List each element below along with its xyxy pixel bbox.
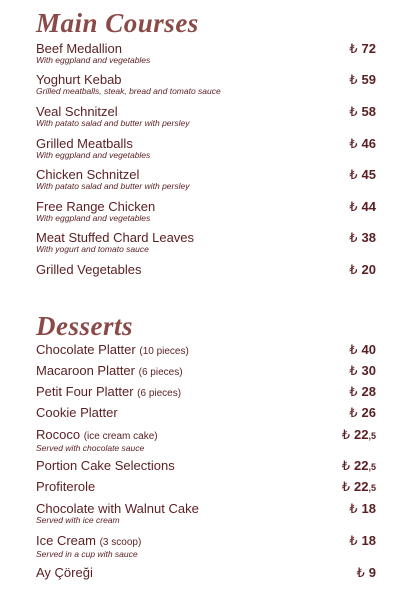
price-value: 58 (361, 104, 376, 119)
lira-icon: ₺ (349, 41, 358, 56)
item-name-text: Profiterole (36, 479, 96, 494)
item-name (36, 534, 376, 550)
price-value: 22 (354, 479, 369, 494)
item-price (349, 200, 376, 214)
item-note: Served in a cup with sauce (36, 549, 138, 559)
lira-icon: ₺ (349, 136, 358, 151)
price-value: 38 (361, 230, 376, 245)
lira-icon: ₺ (349, 72, 358, 87)
menu-item (36, 534, 376, 559)
item-name (36, 566, 376, 580)
menu-item (36, 566, 376, 580)
item-price (349, 168, 376, 182)
item-note: With eggpland and vegetables (36, 55, 151, 65)
menu-item (36, 105, 376, 128)
price-value: 40 (361, 342, 376, 357)
lira-icon: ₺ (349, 342, 358, 357)
item-price (349, 105, 376, 119)
item-qty: (ice cream cake) (83, 431, 158, 442)
price-value: 18 (361, 533, 376, 548)
menu-item (36, 480, 376, 494)
menu-item (36, 231, 376, 254)
item-price (349, 406, 376, 420)
item-name: Meat Stuffed Chard Leaves (36, 230, 195, 245)
item-name (36, 406, 376, 420)
menu-item (36, 459, 376, 473)
item-name: Beef Medallion (36, 41, 122, 56)
item-name-text: Cookie Platter (36, 405, 118, 420)
menu-item (36, 137, 376, 160)
price-fraction: ,5 (368, 462, 376, 472)
item-note: Served with chocolate sauce (36, 443, 145, 453)
item-name-text: Petit Four Platter (36, 384, 134, 399)
item-name (36, 480, 376, 494)
item-name-text: Chocolate with Walnut Cake (36, 501, 199, 516)
menu-item (36, 428, 376, 453)
price-value: 22 (354, 458, 369, 473)
item-price (349, 231, 376, 245)
item-price (342, 459, 376, 474)
lira-icon: ₺ (341, 458, 351, 473)
menu-item (36, 343, 376, 359)
menu-item (36, 263, 376, 277)
item-note: With patato salad and butter with persley (36, 118, 190, 128)
lira-icon: ₺ (356, 565, 365, 580)
item-price (349, 502, 376, 516)
item-name: Free Range Chicken (36, 199, 156, 214)
item-price (342, 428, 376, 443)
item-price (349, 364, 376, 378)
item-qty: (3 scoop) (99, 537, 142, 548)
item-price (349, 137, 376, 151)
lira-icon: ₺ (341, 427, 351, 442)
item-price (342, 480, 376, 495)
menu-item (36, 73, 376, 96)
price-value: 59 (361, 72, 376, 87)
menu-item (36, 385, 376, 401)
price-value: 22 (354, 427, 369, 442)
item-name-text: Ay Çöreği (36, 565, 93, 580)
lira-icon: ₺ (349, 384, 358, 399)
item-note: With eggpland and vegetables (36, 213, 151, 223)
price-value: 46 (361, 136, 376, 151)
item-price (356, 566, 376, 580)
menu-item (36, 200, 376, 223)
item-note: With patato salad and butter with persley (36, 181, 190, 191)
lira-icon: ₺ (349, 167, 358, 182)
item-name (36, 428, 376, 444)
lira-icon: ₺ (341, 479, 351, 494)
item-name-text: Ice Cream (36, 533, 96, 548)
item-note: With eggpland and vegetables (36, 150, 151, 160)
price-fraction: ,5 (368, 431, 376, 441)
item-name (36, 364, 376, 380)
item-name (36, 385, 376, 401)
item-price (349, 343, 376, 357)
menu-item (36, 168, 376, 191)
menu-item (36, 364, 376, 380)
item-name (36, 502, 376, 516)
item-price (349, 263, 376, 277)
item-price (349, 534, 376, 548)
price-value: 9 (368, 565, 376, 580)
item-name (36, 343, 376, 359)
item-note: Served with ice cream (36, 515, 120, 525)
item-name-text: Macaroon Platter (36, 363, 135, 378)
price-value: 26 (361, 405, 376, 420)
lira-icon: ₺ (349, 262, 358, 277)
lira-icon: ₺ (349, 533, 358, 548)
price-value: 18 (361, 501, 376, 516)
main-courses-title: Main Courses (36, 8, 199, 38)
menu-item (36, 502, 376, 525)
item-qty: (6 pieces) (138, 367, 183, 378)
item-name: Chicken Schnitzel (36, 167, 140, 182)
item-note: Grilled meatballs, steak, bread and tomato sauce (36, 86, 221, 96)
item-note: With yogurt and tomato sauce (36, 244, 149, 254)
price-value: 30 (361, 363, 376, 378)
menu-item (36, 406, 376, 420)
item-name-text: Rococo (36, 427, 81, 442)
item-name: Veal Schnitzel (36, 104, 118, 119)
lira-icon: ₺ (349, 363, 358, 378)
item-name: Yoghurt Kebab (36, 72, 122, 87)
price-value: 44 (361, 199, 376, 214)
desserts-title: Desserts (36, 311, 133, 341)
item-qty: (10 pieces) (139, 346, 189, 357)
item-name (36, 459, 376, 473)
lira-icon: ₺ (349, 104, 358, 119)
item-price (349, 385, 376, 399)
item-price (349, 42, 376, 56)
price-value: 20 (361, 262, 376, 277)
price-value: 28 (361, 384, 376, 399)
lira-icon: ₺ (349, 199, 358, 214)
item-name-text: Portion Cake Selections (36, 458, 175, 473)
lira-icon: ₺ (349, 501, 358, 516)
lira-icon: ₺ (349, 405, 358, 420)
menu-item (36, 42, 376, 65)
price-fraction: ,5 (368, 483, 376, 493)
lira-icon: ₺ (349, 230, 358, 245)
item-name: Grilled Meatballs (36, 136, 133, 151)
item-qty: (6 pieces) (137, 388, 182, 399)
price-value: 72 (361, 41, 376, 56)
price-value: 45 (361, 167, 376, 182)
item-price (349, 73, 376, 87)
item-name-text: Chocolate Platter (36, 342, 136, 357)
item-name: Grilled Vegetables (36, 262, 142, 277)
